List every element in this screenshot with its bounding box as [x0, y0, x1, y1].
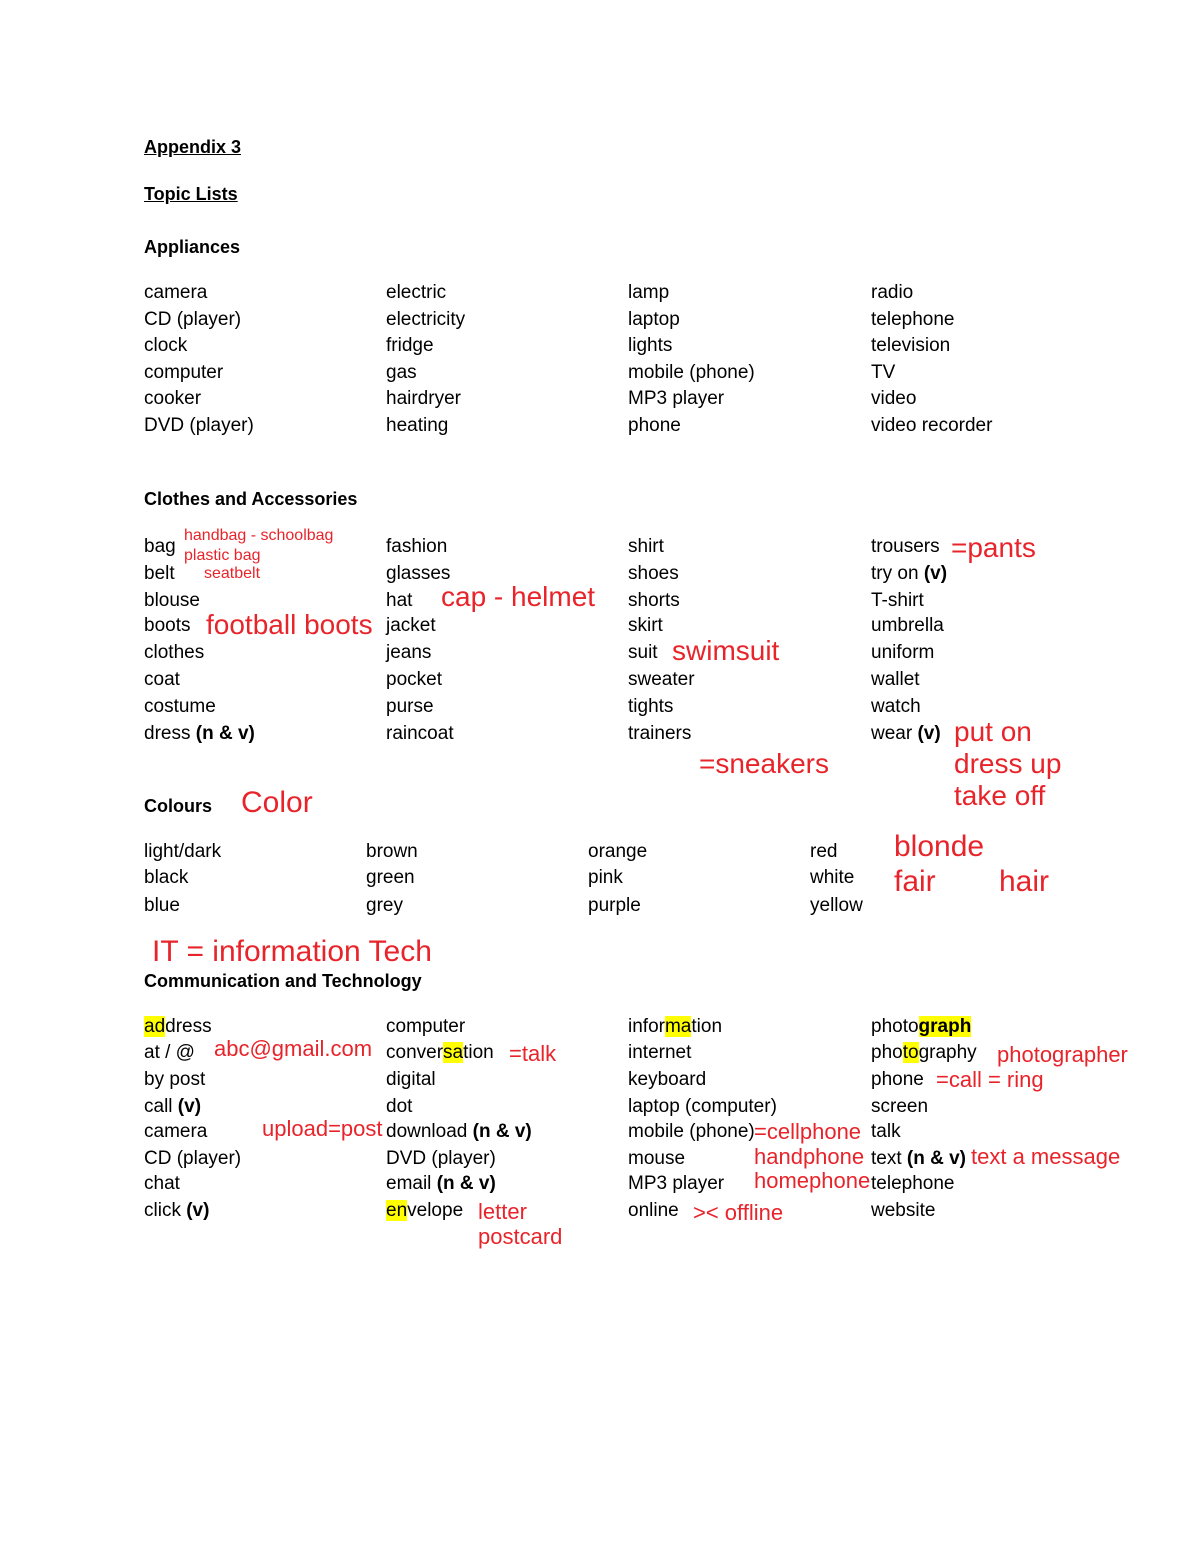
syllable-highlight: to [902, 1042, 919, 1063]
list-item: by post [144, 1069, 206, 1090]
syllable-highlight: graph [918, 1016, 972, 1037]
note-offline: >< offline [693, 1200, 784, 1225]
list-item: glasses [386, 563, 451, 584]
list-item: clock [144, 335, 188, 356]
word-class-tag: (v) [186, 1200, 210, 1221]
list-item: dot [386, 1096, 413, 1117]
list-item: chat [144, 1173, 180, 1194]
list-item: jacket [386, 615, 436, 636]
colours-heading: Colours [144, 796, 213, 816]
word-class-tag: (n & v) [472, 1121, 532, 1142]
list-item: keyboard [628, 1069, 707, 1090]
note-text-message: text a message [971, 1144, 1121, 1169]
list-item: blue [144, 895, 180, 916]
list-item: digital [386, 1069, 436, 1090]
list-item: grey [366, 895, 403, 916]
list-item-email [386, 1173, 496, 1195]
list-item: belt [144, 563, 175, 584]
list-item: bag [144, 536, 176, 557]
list-item-label: click [144, 1200, 187, 1221]
list-item: camera [144, 282, 208, 303]
list-item-label: photo [871, 1016, 919, 1037]
list-item: uniform [871, 642, 935, 663]
list-item: shirt [628, 536, 664, 557]
note-fair: fair [894, 865, 936, 898]
list-item-label: infor [628, 1016, 665, 1037]
list-item-address [144, 1016, 212, 1038]
list-item: laptop (computer) [628, 1096, 777, 1117]
word-class-tag: (v) [917, 723, 941, 744]
note-upload: upload=post [262, 1116, 383, 1141]
list-item: mobile (phone) [628, 362, 755, 383]
list-item: fridge [386, 335, 434, 356]
list-item-photography [871, 1042, 977, 1064]
list-item: heating [386, 415, 449, 436]
list-item-label: tion [463, 1042, 494, 1063]
list-item: watch [871, 696, 921, 717]
note-take-off: take off [954, 780, 1046, 811]
note-football-boots: football boots [206, 609, 373, 640]
list-item: tights [628, 696, 674, 717]
list-item: brown [366, 841, 418, 862]
list-item: sweater [628, 669, 695, 690]
list-item-try-on [871, 563, 947, 585]
note-photographer: photographer [997, 1042, 1128, 1067]
list-item-label: pho [871, 1042, 903, 1063]
note-blonde: blonde [894, 830, 985, 863]
list-item-information [628, 1016, 722, 1038]
list-item: DVD (player) [386, 1148, 496, 1169]
list-item: phone [871, 1069, 924, 1090]
note-plastic-bag: plastic bag [184, 547, 261, 564]
list-item-label: email [386, 1173, 437, 1194]
list-item: red [810, 841, 838, 862]
list-item: trainers [628, 723, 692, 744]
list-item-label: try on [871, 563, 924, 584]
note-cap-helmet: cap - helmet [441, 581, 596, 612]
comm-heading: Communication and Technology [144, 971, 422, 991]
list-item: MP3 player [628, 1173, 725, 1194]
list-item: website [871, 1200, 936, 1221]
page-title: Appendix 3 [144, 137, 242, 157]
list-item: MP3 player [628, 388, 725, 409]
list-item: jeans [386, 642, 432, 663]
list-item-label: graphy [918, 1042, 977, 1063]
list-item: CD (player) [144, 1148, 242, 1169]
list-item: umbrella [871, 615, 944, 636]
note-postcard: postcard [478, 1224, 563, 1249]
list-item: black [144, 867, 189, 888]
list-item: phone [628, 415, 681, 436]
note-pants: =pants [951, 532, 1036, 563]
list-item: telephone [871, 309, 955, 330]
list-item: screen [871, 1096, 929, 1117]
note-gmail: abc@gmail.com [214, 1036, 373, 1061]
note-hair: hair [999, 865, 1050, 898]
list-item-download [386, 1121, 532, 1143]
list-item: coat [144, 669, 180, 690]
list-item: pocket [386, 669, 442, 690]
syllable-highlight: ad [144, 1016, 166, 1037]
list-item-envelope [386, 1200, 463, 1222]
list-item: camera [144, 1121, 208, 1142]
list-item: gas [386, 362, 417, 383]
list-item: television [871, 335, 951, 356]
list-item: costume [144, 696, 216, 717]
list-item-wear [871, 723, 941, 745]
list-item-dress [144, 723, 255, 745]
note-put-on: put on [954, 716, 1032, 747]
list-item: purse [386, 696, 434, 717]
list-item: computer [144, 362, 224, 383]
syllable-highlight: en [386, 1200, 408, 1221]
list-item: trousers [871, 536, 940, 557]
list-item: video [871, 388, 917, 409]
list-item: cooker [144, 388, 202, 409]
note-seatbelt: seatbelt [204, 565, 261, 582]
list-item: clothes [144, 642, 205, 663]
list-item-label: tion [691, 1016, 723, 1037]
list-item-label: dress [165, 1016, 212, 1037]
list-item: hairdryer [386, 388, 461, 409]
list-item: orange [588, 841, 648, 862]
list-item: electric [386, 282, 447, 303]
word-class-tag: (n & v) [436, 1173, 496, 1194]
list-item: internet [628, 1042, 692, 1063]
note-call-ring: =call = ring [936, 1067, 1044, 1092]
list-item: laptop [628, 309, 680, 330]
list-item-label: dress [144, 723, 196, 744]
note-swimsuit: swimsuit [672, 635, 780, 666]
clothes-heading: Clothes and Accessories [144, 489, 358, 509]
list-item: online [628, 1200, 679, 1221]
list-item-label: text [871, 1148, 907, 1169]
note-handbag: handbag - schoolbag [184, 527, 334, 544]
page-subtitle: Topic Lists [144, 184, 238, 204]
list-item: suit [628, 642, 658, 663]
list-item-call [144, 1096, 201, 1118]
list-item-label: call [144, 1096, 178, 1117]
note-color: Color [241, 786, 313, 819]
list-item: boots [144, 615, 191, 636]
list-item: lamp [628, 282, 670, 303]
list-item-click [144, 1200, 209, 1222]
list-item: white [810, 867, 855, 888]
list-item: raincoat [386, 723, 454, 744]
note-it: IT = information Tech [152, 935, 432, 968]
word-class-tag: (n & v) [195, 723, 255, 744]
note-letter: letter [478, 1199, 527, 1224]
note-sneakers: =sneakers [699, 748, 829, 779]
list-item: light/dark [144, 841, 222, 862]
word-class-tag: (v) [177, 1096, 202, 1117]
appliances-heading: Appliances [144, 237, 241, 257]
list-item: purple [588, 895, 641, 916]
list-item: TV [871, 362, 896, 383]
list-item: video recorder [871, 415, 993, 436]
list-item: electricity [386, 309, 466, 330]
list-item-label: velope [407, 1200, 464, 1221]
list-item-label: download [386, 1121, 473, 1142]
note-talk: =talk [509, 1041, 557, 1066]
list-item: lights [628, 335, 673, 356]
list-item: fashion [386, 536, 448, 557]
word-class-tag: (n & v) [906, 1148, 967, 1169]
list-item: mouse [628, 1148, 686, 1169]
list-item: hat [386, 590, 413, 611]
list-item: at / @ [144, 1042, 195, 1063]
list-item-label: conver [386, 1042, 444, 1063]
syllable-highlight: sa [443, 1042, 464, 1063]
list-item: talk [871, 1121, 901, 1142]
list-item: blouse [144, 590, 200, 611]
list-item-conversation [386, 1042, 494, 1064]
note-handphone: handphone [754, 1144, 865, 1169]
note-cellphone: =cellphone [754, 1119, 862, 1144]
list-item: wallet [871, 669, 920, 690]
list-item: green [366, 867, 415, 888]
list-item: mobile (phone) [628, 1121, 755, 1142]
list-item: radio [871, 282, 914, 303]
syllable-highlight: ma [664, 1016, 692, 1037]
list-item-text [871, 1148, 966, 1170]
list-item: telephone [871, 1173, 955, 1194]
list-item: pink [588, 867, 623, 888]
list-item: computer [386, 1016, 466, 1037]
list-item: T-shirt [871, 590, 924, 611]
list-item: yellow [810, 895, 863, 916]
list-item: skirt [628, 615, 663, 636]
note-dress-up: dress up [954, 748, 1062, 779]
list-item: shoes [628, 563, 679, 584]
note-homephone: homephone [754, 1168, 871, 1193]
list-item: DVD (player) [144, 415, 254, 436]
list-item-photograph [871, 1016, 971, 1038]
list-item: shorts [628, 590, 680, 611]
word-class-tag: (v) [923, 563, 948, 584]
list-item: CD (player) [144, 309, 242, 330]
list-item-label: wear [871, 723, 918, 744]
